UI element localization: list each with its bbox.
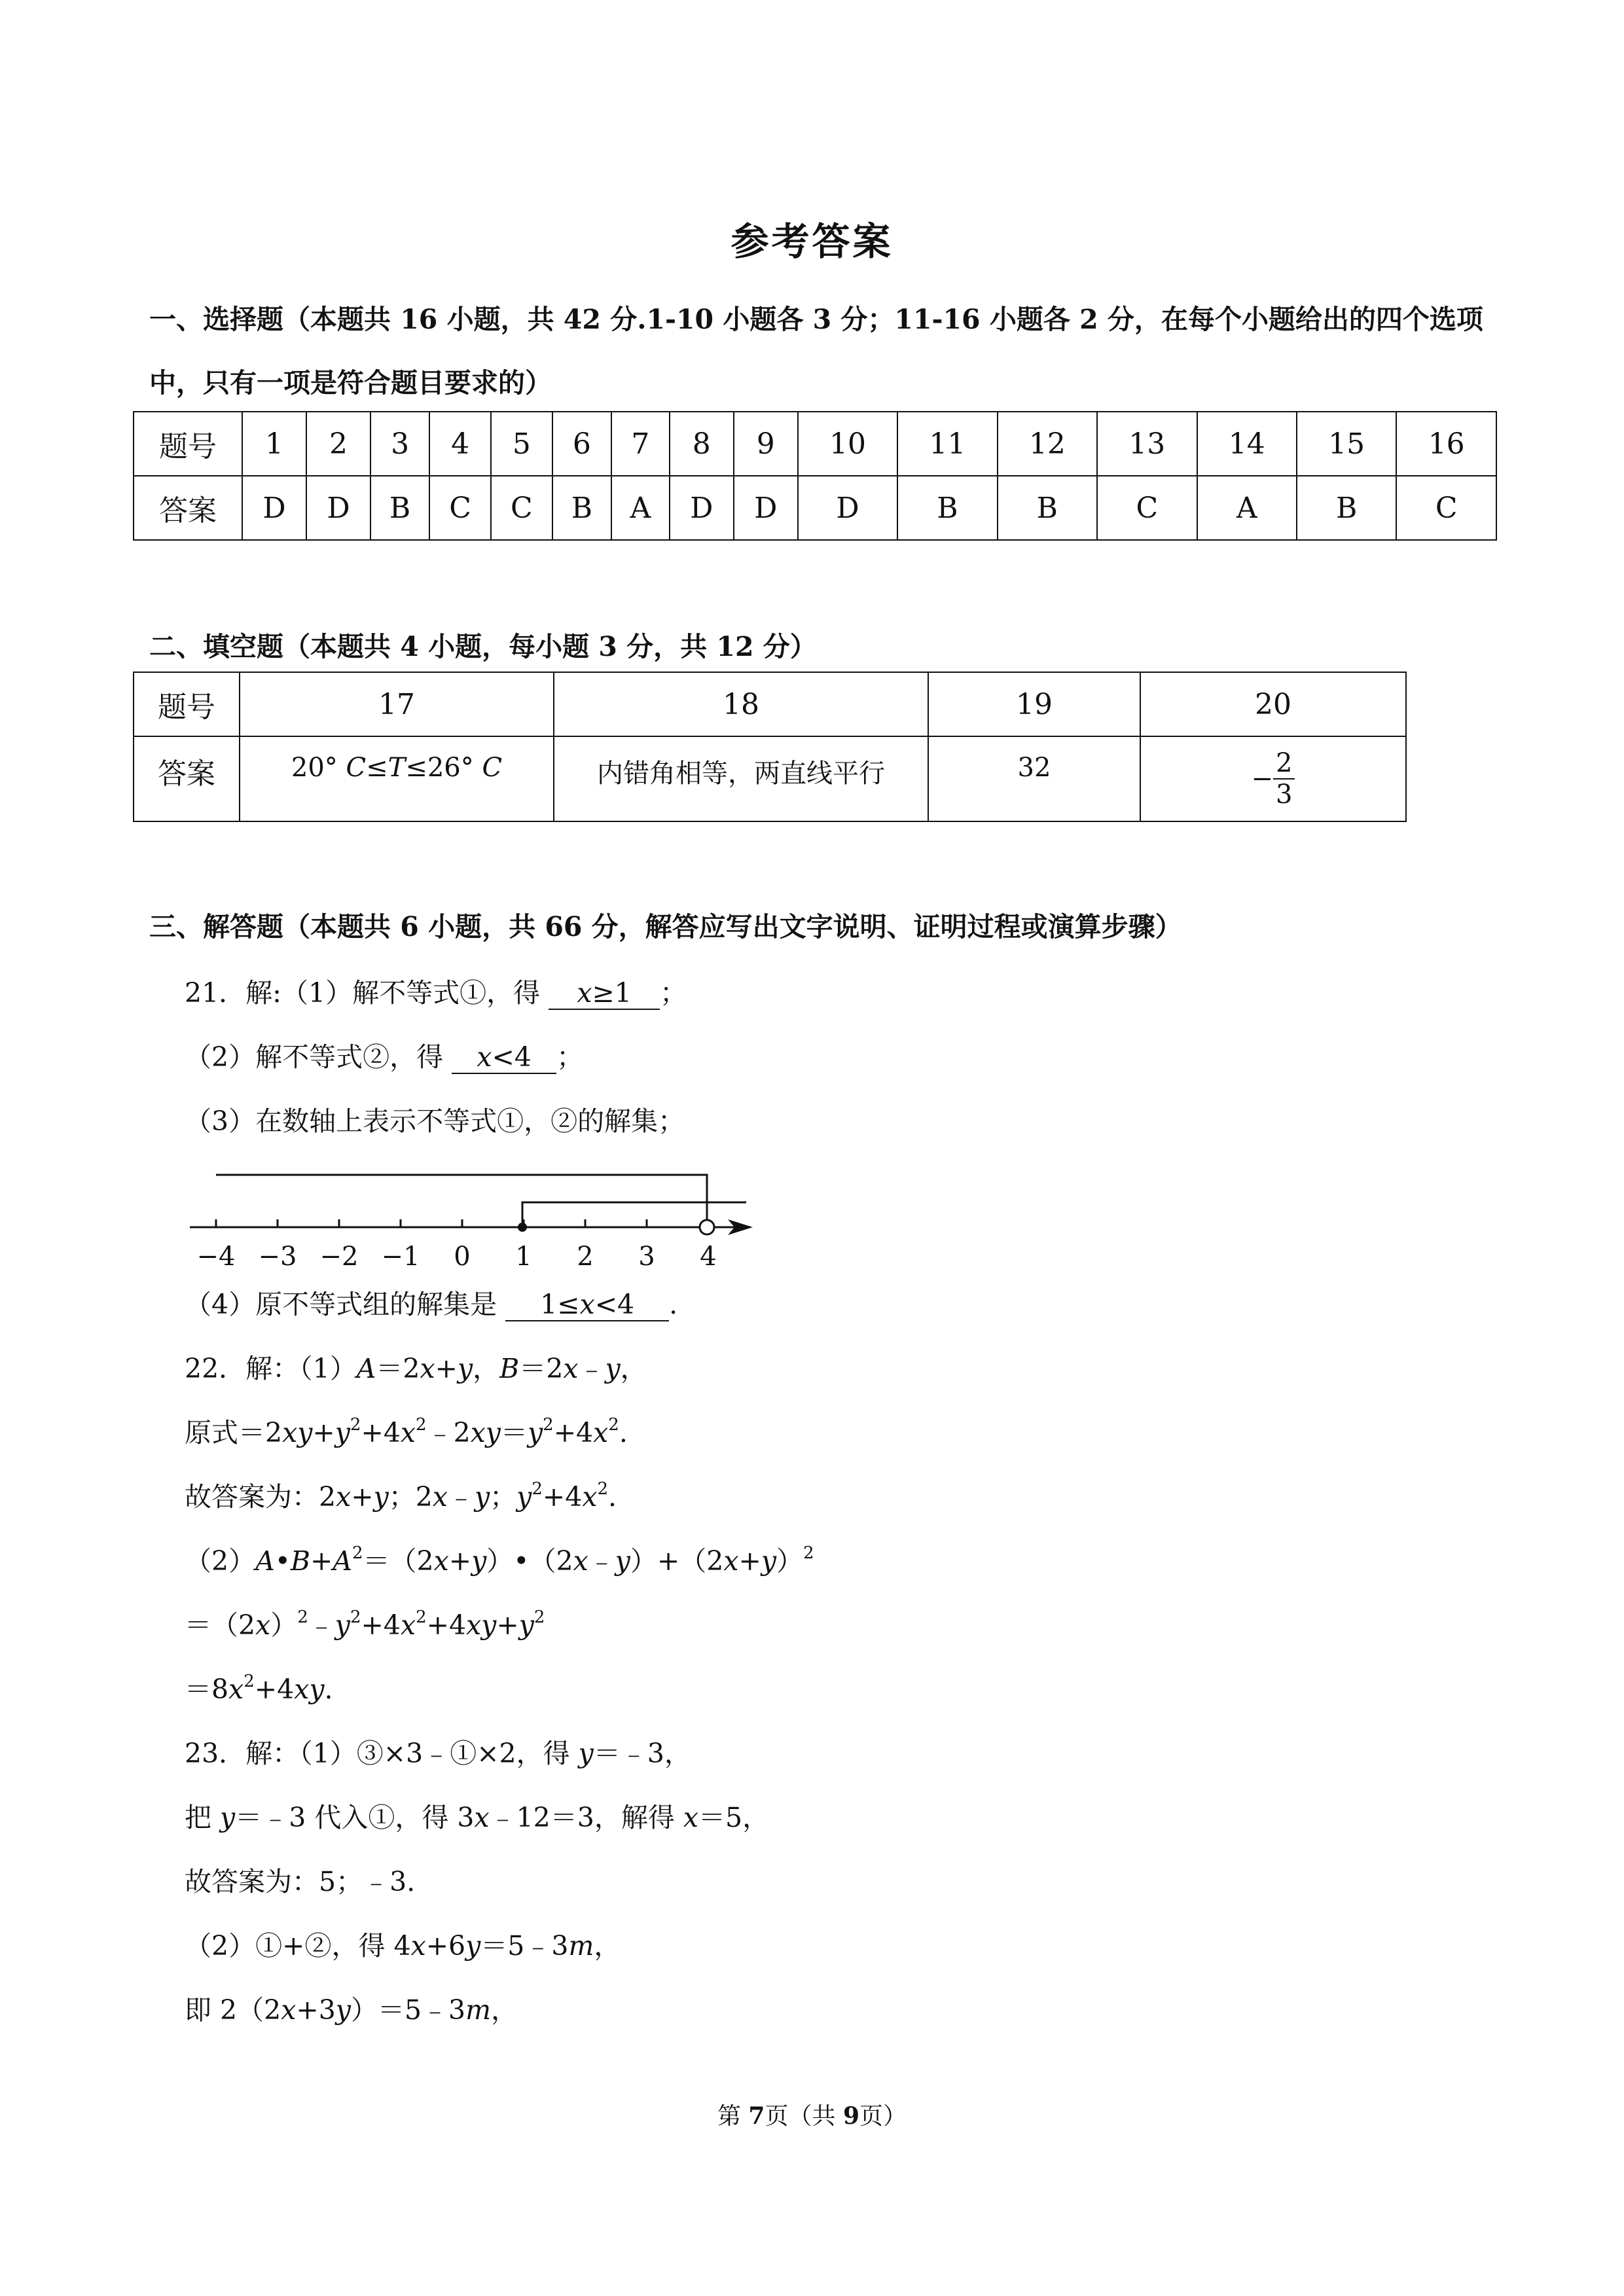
answer-13: C — [1097, 476, 1197, 540]
answer-19: 32 — [928, 736, 1140, 821]
question-number-11: 11 — [897, 412, 997, 476]
question-number-17: 17 — [240, 672, 554, 736]
q21-blank4: 1≤x<4 — [505, 1289, 669, 1321]
answer-8: D — [670, 476, 734, 540]
q21-blank2: x<4 — [452, 1041, 556, 1074]
row-label-question: 题号 — [134, 672, 240, 736]
number-line-tick-label: 0 — [454, 1242, 471, 1272]
answer-1: D — [242, 476, 306, 540]
question-number-15: 15 — [1297, 412, 1396, 476]
fill-answer-table — [133, 672, 1407, 822]
section1-heading-line1: 一、选择题（本题共 16 小题，共 42 分.1-10 小题各 3 分；11-16 小题各 2 分，在每个小题给出的四个选项 — [149, 304, 1483, 335]
number-line-tick-label: 1 — [515, 1242, 532, 1272]
fraction: $\frac{2}{3}$ — [1273, 748, 1295, 810]
q23-line2: 把 y＝﹣3 代入①，得 3x﹣12＝3，解得 x＝5， — [185, 1802, 770, 1833]
q23-line4: （2）①+②，得 4x+6y＝5﹣3m， — [185, 1930, 621, 1962]
answer-17: 20° C≤T≤26° C — [240, 736, 554, 821]
row-label-answer: 答案 — [134, 736, 240, 821]
question-number-4: 4 — [429, 412, 491, 476]
section1-heading-line2: 中，只有一项是符合题目要求的） — [149, 367, 552, 399]
q22-line2: 原式$=2xy+y^2+4x^2﹣2xy=y^2+4x^2$. — [185, 1415, 628, 1448]
answer-7: A — [611, 476, 670, 540]
row-label-question: 题号 — [134, 412, 242, 476]
question-number-19: 19 — [928, 672, 1140, 736]
question-number-10: 10 — [798, 412, 897, 476]
number-line-tick-label: 4 — [700, 1242, 717, 1272]
answer-5: C — [491, 476, 552, 540]
number-line-tick-label: −3 — [258, 1242, 297, 1272]
question-number-1: 1 — [242, 412, 306, 476]
q22-line3: 故答案为：2x+y；2x﹣y；$y^2+4x^2$. — [185, 1479, 617, 1513]
question-number-14: 14 — [1197, 412, 1297, 476]
question-number-3: 3 — [370, 412, 429, 476]
question-number-7: 7 — [611, 412, 670, 476]
number-line-tick-label: −2 — [319, 1242, 359, 1272]
answer-14: A — [1197, 476, 1297, 540]
question-number-6: 6 — [552, 412, 611, 476]
row-label-answer: 答案 — [134, 476, 242, 540]
number-line-tick-label: 2 — [577, 1242, 594, 1272]
number-line-figure — [177, 1142, 766, 1280]
answer-20: − $\frac{2}{3}$ — [1140, 736, 1406, 821]
answer-4: C — [429, 476, 491, 540]
answer-10: D — [798, 476, 897, 540]
q22-line6: $=8x^2+4xy$. — [185, 1672, 333, 1705]
q22-line1: 22．解：（1）A＝2x+y，B＝2x﹣y， — [185, 1353, 647, 1384]
answer-18: 内错角相等，两直线平行 — [554, 736, 928, 821]
q22-line4: $(2)A•B+A^2=(2x+y)•(2x﹣y)+(2x+y)^2$ — [185, 1543, 814, 1577]
question-number-20: 20 — [1140, 672, 1406, 736]
answer-6: B — [552, 476, 611, 540]
answer-11: B — [897, 476, 997, 540]
q23-line3: 故答案为：5；﹣3. — [185, 1866, 416, 1897]
question-number-9: 9 — [734, 412, 798, 476]
section2-heading: 二、填空题（本题共 4 小题，每小题 3 分，共 12 分） — [149, 631, 817, 662]
number-line-tick-label: 3 — [638, 1242, 655, 1272]
q23-line1: 23．解：（1）③×3﹣①×2，得 y＝﹣3， — [185, 1738, 691, 1769]
q21-part4: （4）原不等式组的解集是 1≤x<4 . — [185, 1289, 678, 1320]
answer-15: B — [1297, 476, 1396, 540]
question-number-18: 18 — [554, 672, 928, 736]
choice-answer-table — [133, 411, 1497, 541]
q22-line5: $=(2x)^2﹣y^2+4x^2+4xy+y^2$ — [185, 1607, 545, 1641]
question-number-5: 5 — [491, 412, 552, 476]
q23-line5: 即 2（2x+3y）＝5﹣3m， — [185, 1994, 518, 2026]
answer-3: B — [370, 476, 429, 540]
question-number-2: 2 — [306, 412, 370, 476]
solid-point-icon — [518, 1223, 527, 1232]
q21-part2: （2）解不等式②，得 x<4 ； — [185, 1041, 584, 1073]
question-number-16: 16 — [1396, 412, 1496, 476]
question-number-13: 13 — [1097, 412, 1197, 476]
answer-2: D — [306, 476, 370, 540]
open-point-icon — [700, 1220, 714, 1234]
question-number-8: 8 — [670, 412, 734, 476]
answer-16: C — [1396, 476, 1496, 540]
number-line-tick-label: −1 — [381, 1242, 420, 1272]
q21-part1: 21．解:（1）解不等式①，得 x≥1 ； — [185, 977, 687, 1009]
q21-blank1: x≥1 — [549, 977, 660, 1010]
section3-heading: 三、解答题（本题共 6 小题，共 66 分，解答应写出文字说明、证明过程或演算步骤） — [149, 911, 1182, 942]
page-title: 参考答案 — [731, 219, 893, 264]
answer-12: B — [998, 476, 1097, 540]
question-number-12: 12 — [998, 412, 1097, 476]
number-line-tick-label: −4 — [196, 1242, 236, 1272]
q21-part3: （3）在数轴上表示不等式①，②的解集； — [185, 1105, 685, 1137]
answer-9: D — [734, 476, 798, 540]
page-footer: 第 7页（共 9页） — [717, 2102, 907, 2130]
